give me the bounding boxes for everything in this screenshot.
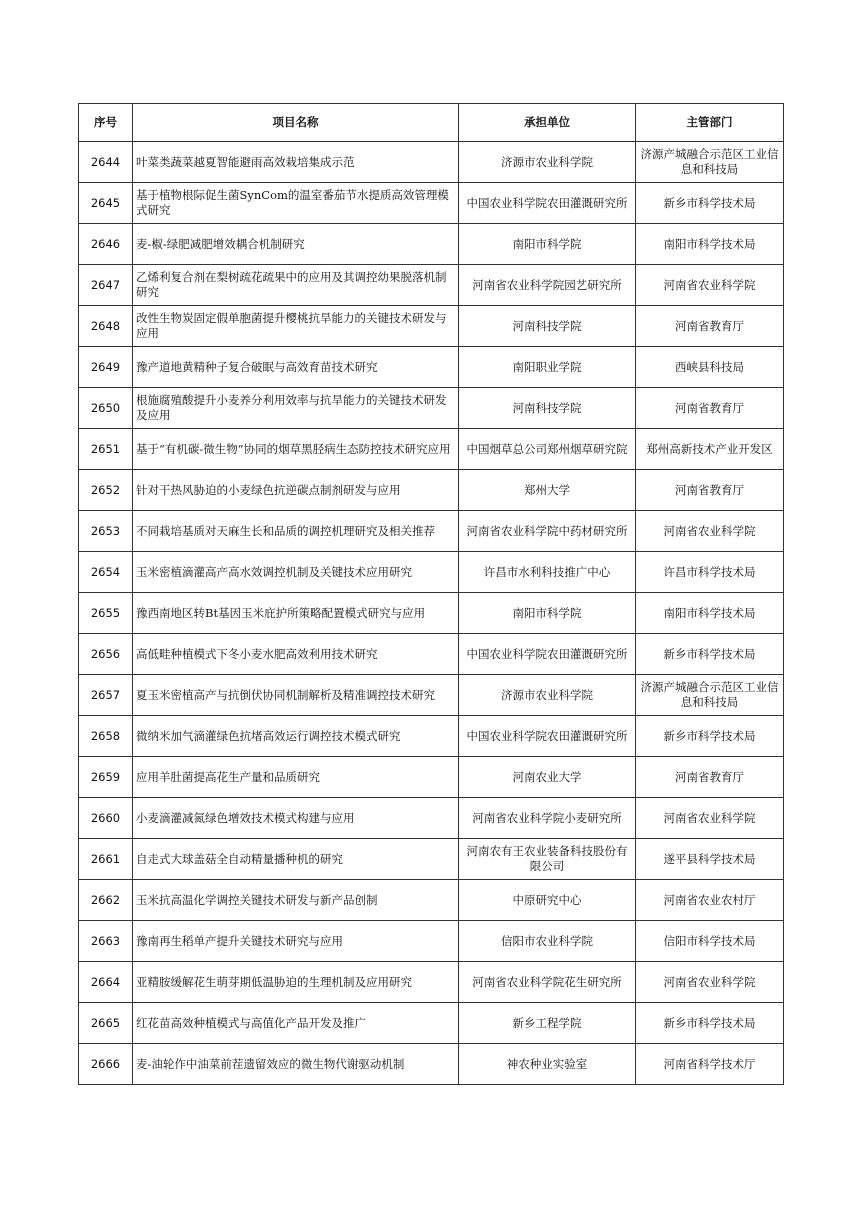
cell-unit: 河南省农业科学院中药材研究所 — [459, 511, 636, 552]
cell-name: 基于植物根际促生菌SynCom的温室番茄节水提质高效管理模式研究 — [133, 183, 459, 224]
cell-no: 2649 — [79, 347, 133, 388]
cell-unit: 南阳市科学院 — [459, 593, 636, 634]
cell-name: 叶菜类蔬菜越夏智能避雨高效栽培集成示范 — [133, 142, 459, 183]
cell-no: 2665 — [79, 1003, 133, 1044]
cell-no: 2653 — [79, 511, 133, 552]
cell-no: 2648 — [79, 306, 133, 347]
cell-dept: 河南省农业科学院 — [636, 511, 784, 552]
cell-dept: 新乡市科学技术局 — [636, 183, 784, 224]
cell-name: 改性生物炭固定假单胞菌提升樱桃抗旱能力的关键技术研发与应用 — [133, 306, 459, 347]
cell-no: 2651 — [79, 429, 133, 470]
cell-no: 2663 — [79, 921, 133, 962]
cell-unit: 神农种业实验室 — [459, 1044, 636, 1085]
cell-name: 微纳米加气滴灌绿色抗堵高效运行调控技术模式研究 — [133, 716, 459, 757]
cell-unit: 中国农业科学院农田灌溉研究所 — [459, 716, 636, 757]
cell-no: 2660 — [79, 798, 133, 839]
cell-no: 2652 — [79, 470, 133, 511]
cell-no: 2647 — [79, 265, 133, 306]
cell-dept: 济源产城融合示范区工业信息和科技局 — [636, 675, 784, 716]
cell-unit: 济源市农业科学院 — [459, 142, 636, 183]
cell-dept: 新乡市科学技术局 — [636, 1003, 784, 1044]
project-table — [78, 103, 784, 1085]
cell-no: 2656 — [79, 634, 133, 675]
table-row — [79, 1003, 784, 1044]
table-row — [79, 880, 784, 921]
table-row — [79, 388, 784, 429]
cell-name: 小麦滴灌减氮绿色增效技术模式构建与应用 — [133, 798, 459, 839]
table-row — [79, 839, 784, 880]
cell-name: 基于“有机碳-微生物”协同的烟草黑胫病生态防控技术研究应用 — [133, 429, 459, 470]
cell-name: 针对干热风胁迫的小麦绿色抗逆碳点制剂研发与应用 — [133, 470, 459, 511]
cell-unit: 南阳职业学院 — [459, 347, 636, 388]
cell-unit: 新乡工程学院 — [459, 1003, 636, 1044]
cell-no: 2655 — [79, 593, 133, 634]
table-row — [79, 757, 784, 798]
table-row — [79, 347, 784, 388]
cell-unit: 郑州大学 — [459, 470, 636, 511]
cell-unit: 河南省农业科学院小麦研究所 — [459, 798, 636, 839]
cell-unit: 河南科技学院 — [459, 388, 636, 429]
cell-unit: 河南省农业科学院花生研究所 — [459, 962, 636, 1003]
table-row — [79, 306, 784, 347]
table-row — [79, 921, 784, 962]
cell-unit: 信阳市农业科学院 — [459, 921, 636, 962]
cell-no: 2666 — [79, 1044, 133, 1085]
cell-name: 根施腐殖酸提升小麦养分利用效率与抗旱能力的关键技术研发及应用 — [133, 388, 459, 429]
cell-no: 2662 — [79, 880, 133, 921]
table-row — [79, 265, 784, 306]
table-row — [79, 429, 784, 470]
cell-dept: 河南省教育厅 — [636, 757, 784, 798]
cell-dept: 河南省农业科学院 — [636, 265, 784, 306]
header-dept: 主管部门 — [636, 104, 784, 142]
cell-name: 麦-椒-绿肥减肥增效耦合机制研究 — [133, 224, 459, 265]
table-row — [79, 552, 784, 593]
cell-name: 麦-油轮作中油菜前茬遗留效应的微生物代谢驱动机制 — [133, 1044, 459, 1085]
cell-dept: 信阳市科学技术局 — [636, 921, 784, 962]
table-header-row — [79, 104, 784, 142]
cell-dept: 河南省教育厅 — [636, 388, 784, 429]
cell-dept: 河南省农业农村厅 — [636, 880, 784, 921]
cell-unit: 河南科技学院 — [459, 306, 636, 347]
cell-no: 2658 — [79, 716, 133, 757]
cell-no: 2664 — [79, 962, 133, 1003]
cell-dept: 河南省农业科学院 — [636, 962, 784, 1003]
cell-name: 不同栽培基质对天麻生长和品质的调控机理研究及相关推荐 — [133, 511, 459, 552]
cell-no: 2650 — [79, 388, 133, 429]
cell-dept: 南阳市科学技术局 — [636, 224, 784, 265]
cell-no: 2661 — [79, 839, 133, 880]
cell-unit: 中国烟草总公司郑州烟草研究院 — [459, 429, 636, 470]
table-row — [79, 798, 784, 839]
cell-name: 应用羊肚菌提高花生产量和品质研究 — [133, 757, 459, 798]
cell-unit: 河南省农业科学院园艺研究所 — [459, 265, 636, 306]
cell-dept: 南阳市科学技术局 — [636, 593, 784, 634]
cell-no: 2646 — [79, 224, 133, 265]
cell-dept: 河南省教育厅 — [636, 470, 784, 511]
cell-name: 乙烯利复合剂在梨树疏花疏果中的应用及其调控幼果脱落机制研究 — [133, 265, 459, 306]
cell-no: 2657 — [79, 675, 133, 716]
table-row — [79, 1044, 784, 1085]
header-no: 序号 — [79, 104, 133, 142]
cell-name: 豫南再生稻单产提升关键技术研究与应用 — [133, 921, 459, 962]
cell-unit: 河南农有王农业装备科技股份有限公司 — [459, 839, 636, 880]
cell-name: 高低畦种植模式下冬小麦水肥高效利用技术研究 — [133, 634, 459, 675]
cell-unit: 南阳市科学院 — [459, 224, 636, 265]
cell-dept: 河南省农业科学院 — [636, 798, 784, 839]
table-row — [79, 675, 784, 716]
cell-unit: 中国农业科学院农田灌溉研究所 — [459, 183, 636, 224]
cell-dept: 西峡县科技局 — [636, 347, 784, 388]
cell-dept: 遂平县科学技术局 — [636, 839, 784, 880]
cell-name: 红花苗高效种植模式与高值化产品开发及推广 — [133, 1003, 459, 1044]
cell-no: 2645 — [79, 183, 133, 224]
table-row — [79, 634, 784, 675]
table-row — [79, 716, 784, 757]
cell-unit: 中国农业科学院农田灌溉研究所 — [459, 634, 636, 675]
cell-dept: 河南省科学技术厅 — [636, 1044, 784, 1085]
cell-name: 豫产道地黄精种子复合破眠与高效育苗技术研究 — [133, 347, 459, 388]
cell-dept: 许昌市科学技术局 — [636, 552, 784, 593]
table-body — [79, 142, 784, 1085]
cell-no: 2644 — [79, 142, 133, 183]
header-unit: 承担单位 — [459, 104, 636, 142]
cell-name: 自走式大球盖菇全自动精量播种机的研究 — [133, 839, 459, 880]
cell-name: 豫西南地区转Bt基因玉米庇护所策略配置模式研究与应用 — [133, 593, 459, 634]
cell-name: 亚精胺缓解花生萌芽期低温胁迫的生理机制及应用研究 — [133, 962, 459, 1003]
table-row — [79, 224, 784, 265]
cell-name: 玉米密植滴灌高产高水效调控机制及关键技术应用研究 — [133, 552, 459, 593]
cell-unit: 济源市农业科学院 — [459, 675, 636, 716]
cell-unit: 许昌市水利科技推广中心 — [459, 552, 636, 593]
table-row — [79, 470, 784, 511]
cell-unit: 中原研究中心 — [459, 880, 636, 921]
table-row — [79, 183, 784, 224]
header-name: 项目名称 — [133, 104, 459, 142]
cell-dept: 河南省教育厅 — [636, 306, 784, 347]
cell-dept: 新乡市科学技术局 — [636, 716, 784, 757]
cell-name: 夏玉米密植高产与抗倒伏协同机制解析及精准调控技术研究 — [133, 675, 459, 716]
table-row — [79, 511, 784, 552]
table-row — [79, 962, 784, 1003]
cell-no: 2654 — [79, 552, 133, 593]
table-row — [79, 142, 784, 183]
cell-dept: 济源产城融合示范区工业信息和科技局 — [636, 142, 784, 183]
cell-dept: 郑州高新技术产业开发区 — [636, 429, 784, 470]
cell-dept: 新乡市科学技术局 — [636, 634, 784, 675]
cell-name: 玉米抗高温化学调控关键技术研发与新产品创制 — [133, 880, 459, 921]
cell-no: 2659 — [79, 757, 133, 798]
cell-unit: 河南农业大学 — [459, 757, 636, 798]
table-row — [79, 593, 784, 634]
